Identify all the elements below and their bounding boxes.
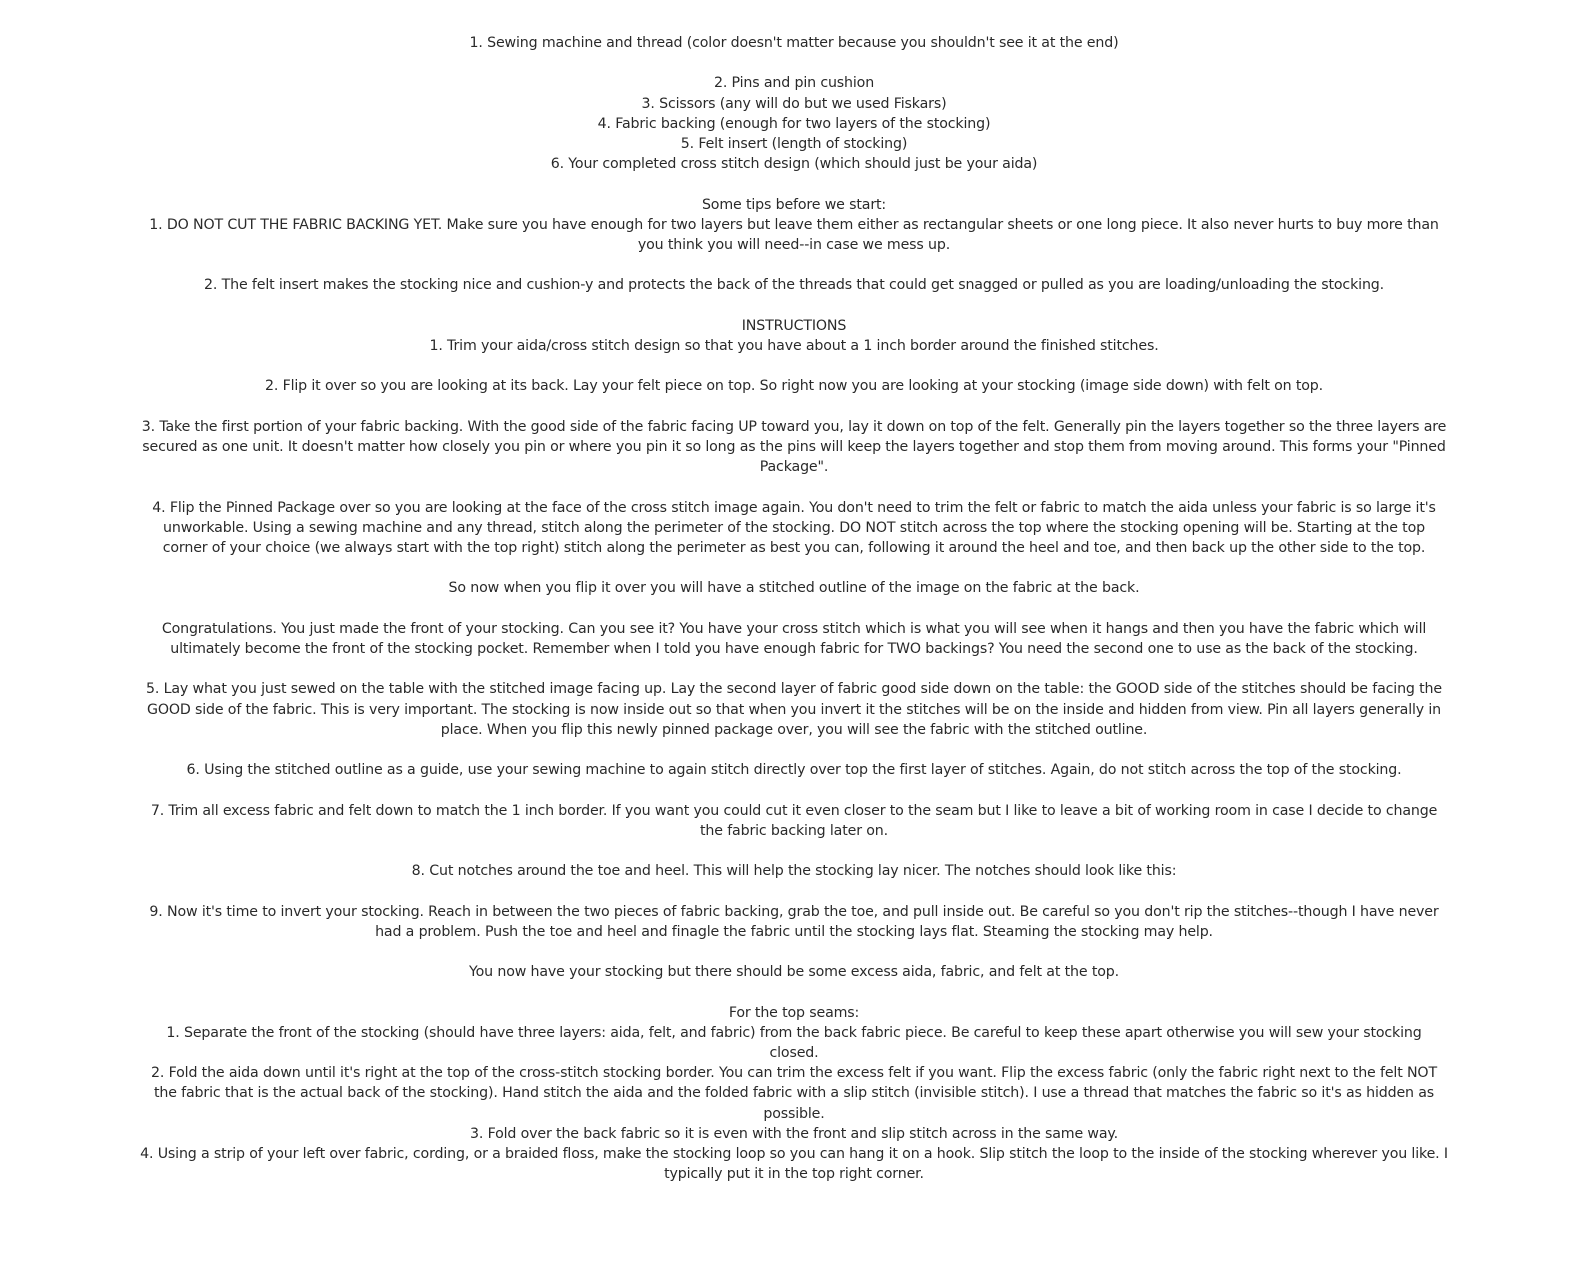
instruction-step-9: 9. Now it's time to invert your stocking. Reach in between the two pieces of fabric backing, grab the toe, and pull inside out. Be careful so you don't rip the stitches--though I have never had a problem. Push the toe and heel and finagle the fabric until the stocking lays flat. Steaming the stocking may help. [149,903,1439,940]
top-seams-item-4: 4. Using a strip of your left over fabric, cording, or a braided floss, make the stocking loop so you can hang it on a hook. Slip stitch the loop to the inside of the stocking wherever you like. I typically put it in the top right corner. [140,1145,1448,1183]
materials-item-6: 6. Your completed cross stitch design (which should just be your aida) [550,156,1038,173]
materials-item-2: 2. Pins and pin cushion [713,75,875,92]
instruction-step-7: 7. Trim all excess fabric and felt down to match the 1 inch border. If you want you could cut it even closer to the seam but I like to leave a bit of working room in case I decide to change the fabric backing later on. [150,802,1438,839]
instruction-step-1: 1. Trim your aida/cross stitch design so that you have about a 1 inch border around the finished stitches. [429,337,1159,354]
instructions-heading: INSTRUCTIONS [741,317,847,334]
instruction-step-2: 2. Flip it over so you are looking at its back. Lay your felt piece on top. So right now you are looking at your stocking (image side down) with felt on top. [264,378,1324,395]
materials-item-5: 5. Felt insert (length of stocking) [680,136,908,152]
materials-item-4: 4. Fabric backing (enough for two layers of the stocking) [597,115,991,132]
tips-heading: Some tips before we start: [701,196,887,213]
instruction-note-outline: So now when you flip it over you will have a stitched outline of the image on the fabric at the back. [448,580,1140,597]
instruction-congrats: Congratulations. You just made the front of your stocking. Can you see it? You have your cross stitch which is what you will see when it hangs and then you have the fabric which will ultimately become the front of the stocking pocket. Remember when I told you have enough fabric for TWO backings? You need the second one to use as the back of the stocking. [161,620,1427,657]
instruction-step-3: 3. Take the first portion of your fabric backing. With the good side of the fabric facing UP toward you, lay it down on top of the felt. Generally pin the layers together so the three layers are secured as one unit. It doesn't matter how closely you pin or where you pin it so long as the pins will keep the layers together and stop them from moving around. This forms your "Pinned Package". [141,418,1447,476]
top-seams-item-3: 3. Fold over the back fabric so it is even with the front and slip stitch across in the same way. [470,1125,1118,1142]
instruction-step-5: 5. Lay what you just sewed on the table with the stitched image facing up. Lay the second layer of fabric good side down on the table: the GOOD side of the stitches should be facing the GOOD side of the fabric. This is very important. The stocking is now inside out so that when you invert it the stitches will be on the inside and hidden from view. Pin all layers generally in place. When you flip this newly pinned package over, you will see the fabric with the stitched outline. [146,681,1442,738]
instruction-step-4: 4. Flip the Pinned Package over so you are looking at the face of the cross stitch image again. You don't need to trim the felt or fabric to match the aida unless your fabric is so large it's unworkable. Using a sewing machine and any thread, stitch along the perimeter of the stocking. DO NOT stitch across the top where the stocking opening will be. Starting at the top corner of your choice (we always start with the top right) stitch along the perimeter as best you can, following it around the heel and toe, and then back up the other side to the top. [152,499,1436,556]
instruction-step-8: 8. Cut notches around the toe and heel. This will help the stocking lay nicer. The notches should look like this: [411,863,1177,880]
instruction-note-excess: You now have your stocking but there should be some excess aida, fabric, and felt at the top. [469,964,1119,981]
tips-item-2: 2. The felt insert makes the stocking nice and cushion-y and protects the back of the threads that could get snagged or pulled as you are loading/unloading the stocking. [204,277,1384,294]
top-seams-item-2: 2. Fold the aida down until it's right at the top of the cross-stitch stocking border. You can trim the excess felt if you want. Flip the excess fabric (only the fabric right next to the felt NOT the fabric that is the actual back of the stocking). Hand stitch the aida and the folded fabric with a slip stitch (invisible stitch). I use a thread that matches the fabric so it's as hidden as possible. [151,1065,1437,1122]
instruction-step-6: 6. Using the stitched outline as a guide, use your sewing machine to again stitch directly over top the first layer of stitches. Again, do not stitch across the top of the stocking. [186,762,1402,779]
top-seams-heading: For the top seams: [728,1004,860,1021]
tips-item-1: 1. DO NOT CUT THE FABRIC BACKING YET. Make sure you have enough for two layers but leave them either as rectangular sheets or one long piece. It also never hurts to buy more than you think you will need--in case we mess up. [149,216,1439,253]
materials-item-3: 3. Scissors (any will do but we used Fiskars) [641,95,947,112]
materials-item-1: 1. Sewing machine and thread (color doesn't matter because you shouldn't see it at the end) [469,35,1119,51]
top-seams-item-1: 1. Separate the front of the stocking (should have three layers: aida, felt, and fabric) from the back fabric piece. Be careful to keep these apart otherwise you will sew your stocking closed. [166,1024,1422,1061]
